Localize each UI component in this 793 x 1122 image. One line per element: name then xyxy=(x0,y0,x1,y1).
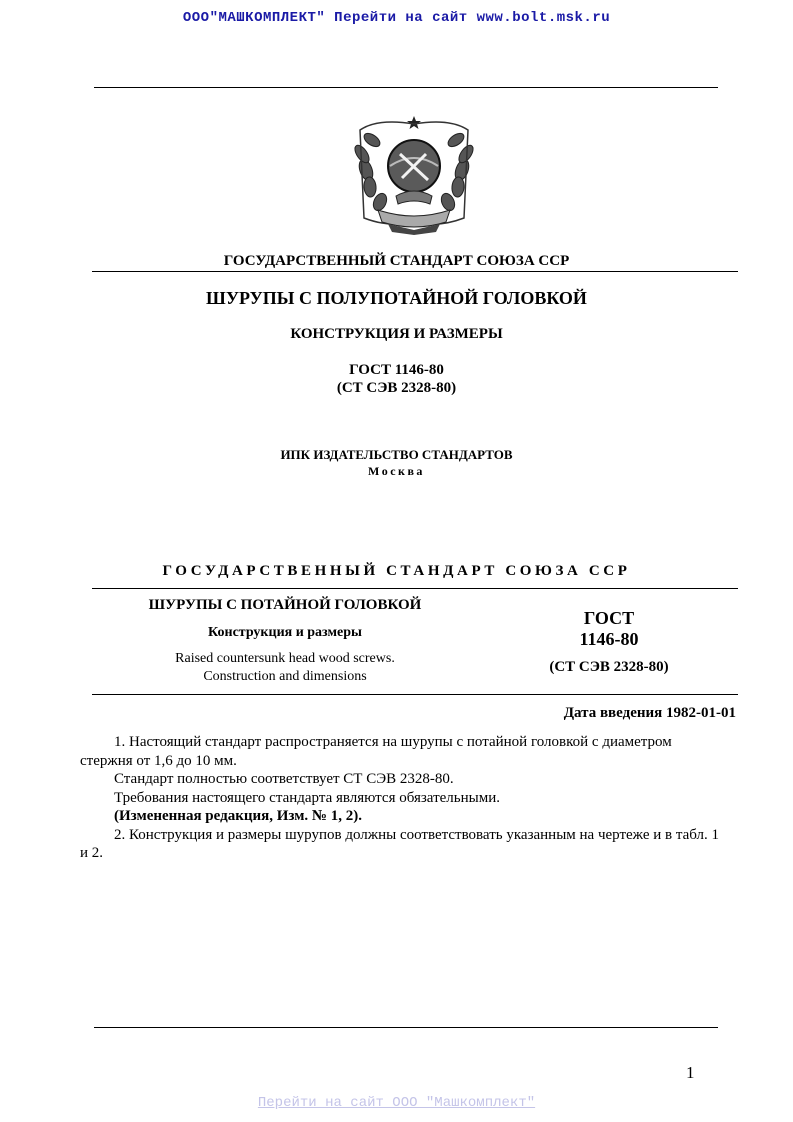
page-header-bottom-rule xyxy=(92,694,738,695)
publisher-city: Москва xyxy=(368,464,425,478)
page-header-top-rule xyxy=(92,588,738,589)
cover-gost: ГОСТ 1146-80 xyxy=(349,362,444,378)
ussr-emblem xyxy=(348,110,480,236)
paragraph-compliance: Стандарт полностью соответствует СТ СЭВ 2328-80. xyxy=(114,771,454,787)
paragraph-requirements: Требования настоящего стандарта являются обязательными. xyxy=(114,789,500,806)
date-introduced: Дата введения 1982-01-01 xyxy=(563,705,736,721)
paragraph-revision-note: (Измененная редакция, Изм. № 1, 2). xyxy=(114,808,363,824)
gost-sev: (СТ СЭВ 2328-80) xyxy=(549,659,669,675)
paragraph-construction: 2. Конструкция и размеры шурупов должны соответствовать указанным на чертеже и в табл. 1 и 2. xyxy=(80,826,720,861)
english-title-line1: Raised countersunk head wood screws. xyxy=(175,651,395,666)
cover-title: ШУРУПЫ С ПОЛУПОТАЙНОЙ ГОЛОВКОЙ xyxy=(206,288,587,308)
top-divider xyxy=(94,87,718,88)
top-site-link[interactable]: ООО"МАШКОМПЛЕКТ" Перейти на сайт www.bolt.msk.ru xyxy=(182,10,611,26)
page-subtitle: Конструкция и размеры xyxy=(208,625,362,640)
gost-number: 1146-80 xyxy=(579,629,639,649)
paragraph-scope: 1. Настоящий стандарт распространяется на шурупы с потайной головкой с диаметром стержня от 1,6 до 10 мм. xyxy=(80,734,672,769)
bottom-divider xyxy=(94,1027,718,1028)
gost-label: ГОСТ xyxy=(583,608,635,628)
publisher: ИПК ИЗДАТЕЛЬСТВО СТАНДАРТОВ xyxy=(280,447,513,462)
cover-org: ГОСУДАРСТВЕННЫЙ СТАНДАРТ СОЮЗА ССР xyxy=(223,253,570,269)
cover-sev: (СТ СЭВ 2328-80) xyxy=(336,380,457,396)
page-title: ШУРУПЫ С ПОТАЙНОЙ ГОЛОВКОЙ xyxy=(148,597,422,613)
cover-divider xyxy=(92,271,738,272)
english-title-line2: Construction and dimensions xyxy=(203,669,367,684)
body-text xyxy=(80,733,725,863)
page-org: ГОСУДАРСТВЕННЫЙ СТАНДАРТ СОЮЗА ССР xyxy=(162,563,631,579)
page-number: 1 xyxy=(686,1063,695,1082)
cover-subtitle: КОНСТРУКЦИЯ И РАЗМЕРЫ xyxy=(290,326,503,342)
footer-site-link[interactable]: Перейти на сайт ООО "Машкомплект" xyxy=(257,1095,536,1111)
